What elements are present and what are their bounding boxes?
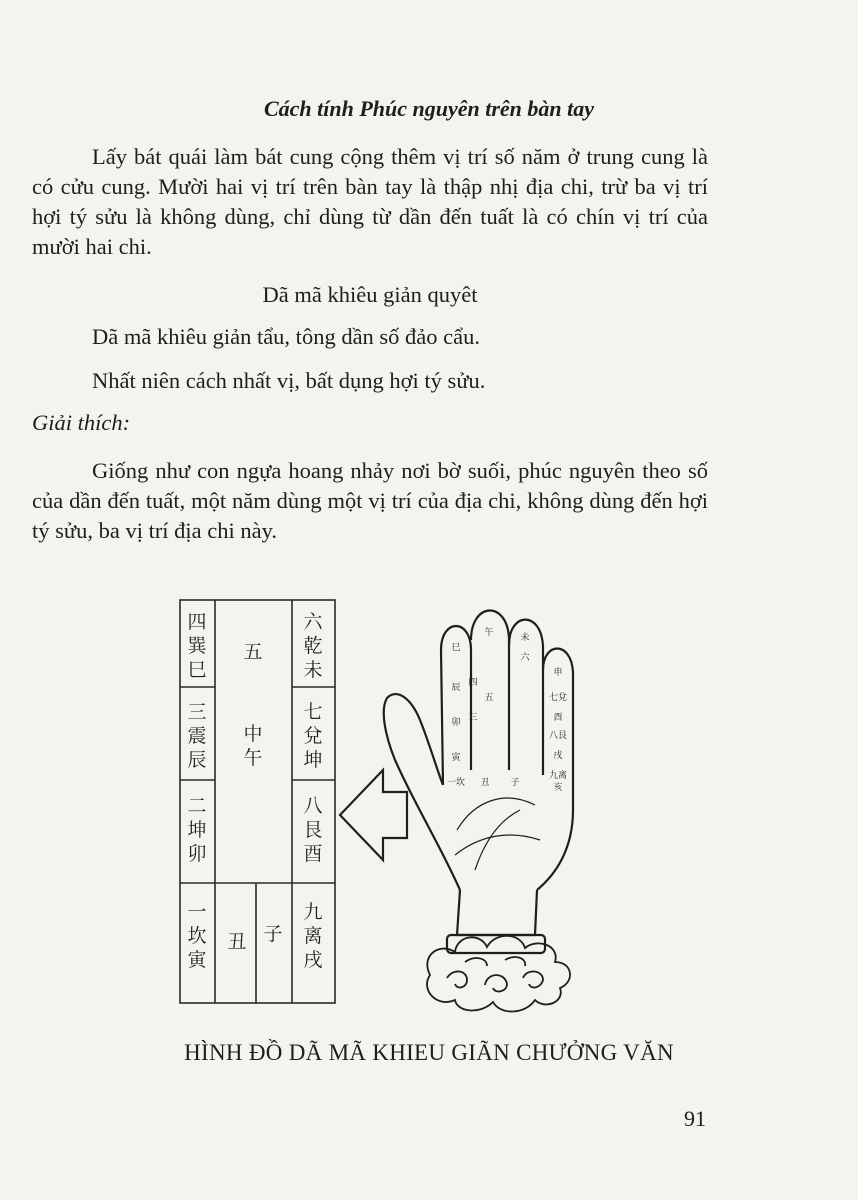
hand-label: 酉 bbox=[553, 713, 563, 723]
hand-label: 七兌 bbox=[548, 693, 568, 703]
hand-label: 九离 bbox=[548, 771, 568, 781]
cell-r1c1: 四巽巳 bbox=[187, 611, 207, 681]
hand-icon bbox=[384, 610, 573, 953]
hand-label: 四 bbox=[468, 678, 478, 688]
hand-label: 五 bbox=[484, 693, 494, 703]
hand-label: 丑 bbox=[480, 778, 490, 788]
hand-label: 巳 bbox=[451, 643, 461, 653]
hand-label: 午 bbox=[484, 628, 494, 638]
cell-r4c2b: 子 bbox=[263, 923, 283, 945]
left-arrow-icon bbox=[340, 770, 407, 860]
verse-title: Dã mã khiêu giản quyêt bbox=[262, 282, 478, 307]
hand-label: 子 bbox=[510, 778, 520, 788]
palm-diagram-figure bbox=[175, 590, 695, 1020]
verse-line-2: Nhất niên cách nhất vị, bất dụng hợi tý sửu. bbox=[92, 368, 486, 393]
figure-caption: HÌNH ĐỒ DÃ MÃ KHIEU GIÃN CHƯỞNG VĂN bbox=[184, 1040, 674, 1065]
hand-label: 未 bbox=[520, 633, 530, 643]
hand-label: 八艮 bbox=[548, 731, 568, 741]
cell-r4c2a: 丑 bbox=[227, 931, 247, 953]
hand-label: 亥 bbox=[553, 783, 563, 793]
hand-label: 辰 bbox=[451, 683, 461, 693]
explanation-label: Giải thích: bbox=[32, 410, 131, 435]
hand-label: 六 bbox=[520, 653, 530, 663]
cell-r3c3: 八艮酉 bbox=[303, 795, 323, 865]
verse-line-1: Dã mã khiêu giản tẩu, tông dần số đảo cẩu. bbox=[92, 324, 481, 349]
cell-r3c1: 二坤卯 bbox=[187, 795, 207, 865]
cloud-ornament-icon bbox=[427, 936, 570, 1012]
cell-r4c3: 九离戌 bbox=[303, 901, 323, 971]
page-number: 91 bbox=[684, 1106, 706, 1131]
hand-label: 卯 bbox=[451, 718, 461, 728]
hand-label: 三 bbox=[468, 713, 478, 723]
paragraph-explanation: Giống như con ngựa hoang nhảy nơi bờ suối, phúc nguyên theo số của dần đến tuất, một năm dùng một vị trí của địa chi, không dùng đến hợi tý sửu, ba vị trí địa chi này. bbox=[32, 458, 708, 543]
hand-label: 戌 bbox=[553, 751, 563, 761]
cell-r1c2: 五 bbox=[243, 641, 263, 663]
cell-r2c2: 中午 bbox=[243, 723, 263, 769]
cell-r1c3: 六乾未 bbox=[303, 611, 323, 681]
hand-label: 申 bbox=[553, 668, 563, 678]
paragraph-intro: Lấy bát quái làm bát cung cộng thêm vị trí số năm ở trung cung là có cửu cung. Mười hai vị trí trên bàn tay là thập nhị địa chi, trừ ba vị trí hợi tý sửu là không dùng, chỉ dùng từ dần đến tuất là có chín vị trí của mười hai chi. bbox=[32, 144, 708, 259]
section-title: Cách tính Phúc nguyên trên bàn tay bbox=[263, 96, 595, 121]
hand-label: 寅 bbox=[451, 753, 461, 763]
cell-r2c3: 七兌坤 bbox=[303, 701, 323, 771]
cell-r2c1: 三震辰 bbox=[187, 701, 207, 771]
hand-label: 一坎 bbox=[446, 778, 466, 788]
cell-r4c1: 一坎寅 bbox=[187, 901, 207, 971]
